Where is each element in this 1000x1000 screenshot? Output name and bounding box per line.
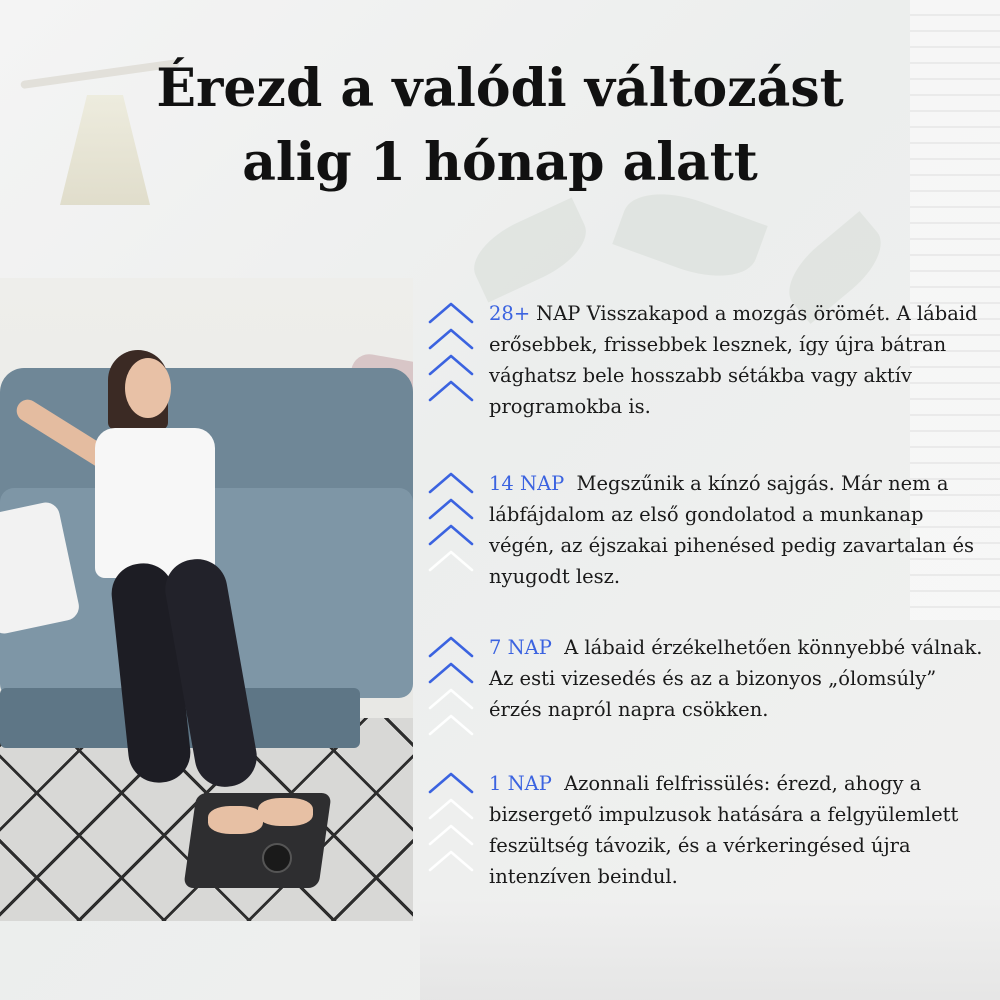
timeline-text xyxy=(489,468,989,592)
timeline-text xyxy=(489,632,989,725)
plant-leaf xyxy=(463,197,597,302)
chevron-stack xyxy=(428,298,474,410)
timeline-description: A lábaid érzékelhetően könnyebbé válnak. Az esti vizesedés és az a bizonyos „ólomsúly” érzés napról napra csökken. xyxy=(489,636,983,721)
photo-person-top xyxy=(95,428,215,578)
photo-mat-button xyxy=(262,843,292,873)
photo-person-foot xyxy=(208,806,263,834)
timeline-day: 28+ xyxy=(489,302,531,325)
timeline-text xyxy=(489,298,989,422)
timeline-description: Azonnali felfrissülés: érezd, ahogy a bizsergető impulzusok hatására a felgyülemlett feszültség távozik, és a vérkeringésed újra intenzíven beindul. xyxy=(489,772,959,888)
chevron-up-icon xyxy=(430,526,472,544)
chevron-up-icon xyxy=(430,382,472,400)
timeline-day: 7 NAP xyxy=(489,636,552,659)
chevron-up-icon xyxy=(430,638,472,656)
chevron-up-faded-icon xyxy=(430,690,472,708)
chevron-stack-svg xyxy=(428,298,474,410)
photo-person-head xyxy=(125,358,171,418)
chevron-up-icon xyxy=(430,330,472,348)
chevron-stack xyxy=(428,632,474,744)
timeline-text xyxy=(489,768,989,892)
timeline-day: 1 NAP xyxy=(489,772,552,795)
title-line-2: alig 1 hónap alatt xyxy=(242,132,758,193)
chevron-up-faded-icon xyxy=(430,826,472,844)
title-line-1: Érezd a valódi változást xyxy=(156,58,844,119)
floor-rug xyxy=(420,900,1000,1000)
chevron-stack-svg xyxy=(428,632,474,744)
timeline-description: Visszakapod a mozgás örömét. A lábaid erősebbek, frissebbek lesznek, így újra bátran vághatsz bele hosszabb sétákba vagy aktív programokba is. xyxy=(489,302,978,418)
chevron-up-icon xyxy=(430,304,472,322)
chevron-up-icon xyxy=(430,774,472,792)
chevron-up-icon xyxy=(430,356,472,374)
chevron-stack xyxy=(428,768,474,880)
chevron-stack-svg xyxy=(428,768,474,880)
chevron-up-icon xyxy=(430,664,472,682)
chevron-up-icon xyxy=(430,500,472,518)
chevron-up-faded-icon xyxy=(430,852,472,870)
page-title xyxy=(0,52,1000,200)
chevron-up-faded-icon xyxy=(430,552,472,570)
product-photo xyxy=(0,278,413,921)
timeline-day-label: NAP xyxy=(536,302,581,325)
chevron-stack xyxy=(428,468,474,580)
chevron-up-faded-icon xyxy=(430,800,472,818)
chevron-up-faded-icon xyxy=(430,716,472,734)
timeline-description: Megszűnik a kínzó sajgás. Már nem a lábfájdalom az első gondolatod a munkanap végén, az éjszakai pihenésed pedig zavartalan és nyugodt lesz. xyxy=(489,472,975,588)
chevron-up-icon xyxy=(430,474,472,492)
photo-person-foot xyxy=(258,798,313,826)
chevron-stack-svg xyxy=(428,468,474,580)
timeline-day: 14 NAP xyxy=(489,472,565,495)
